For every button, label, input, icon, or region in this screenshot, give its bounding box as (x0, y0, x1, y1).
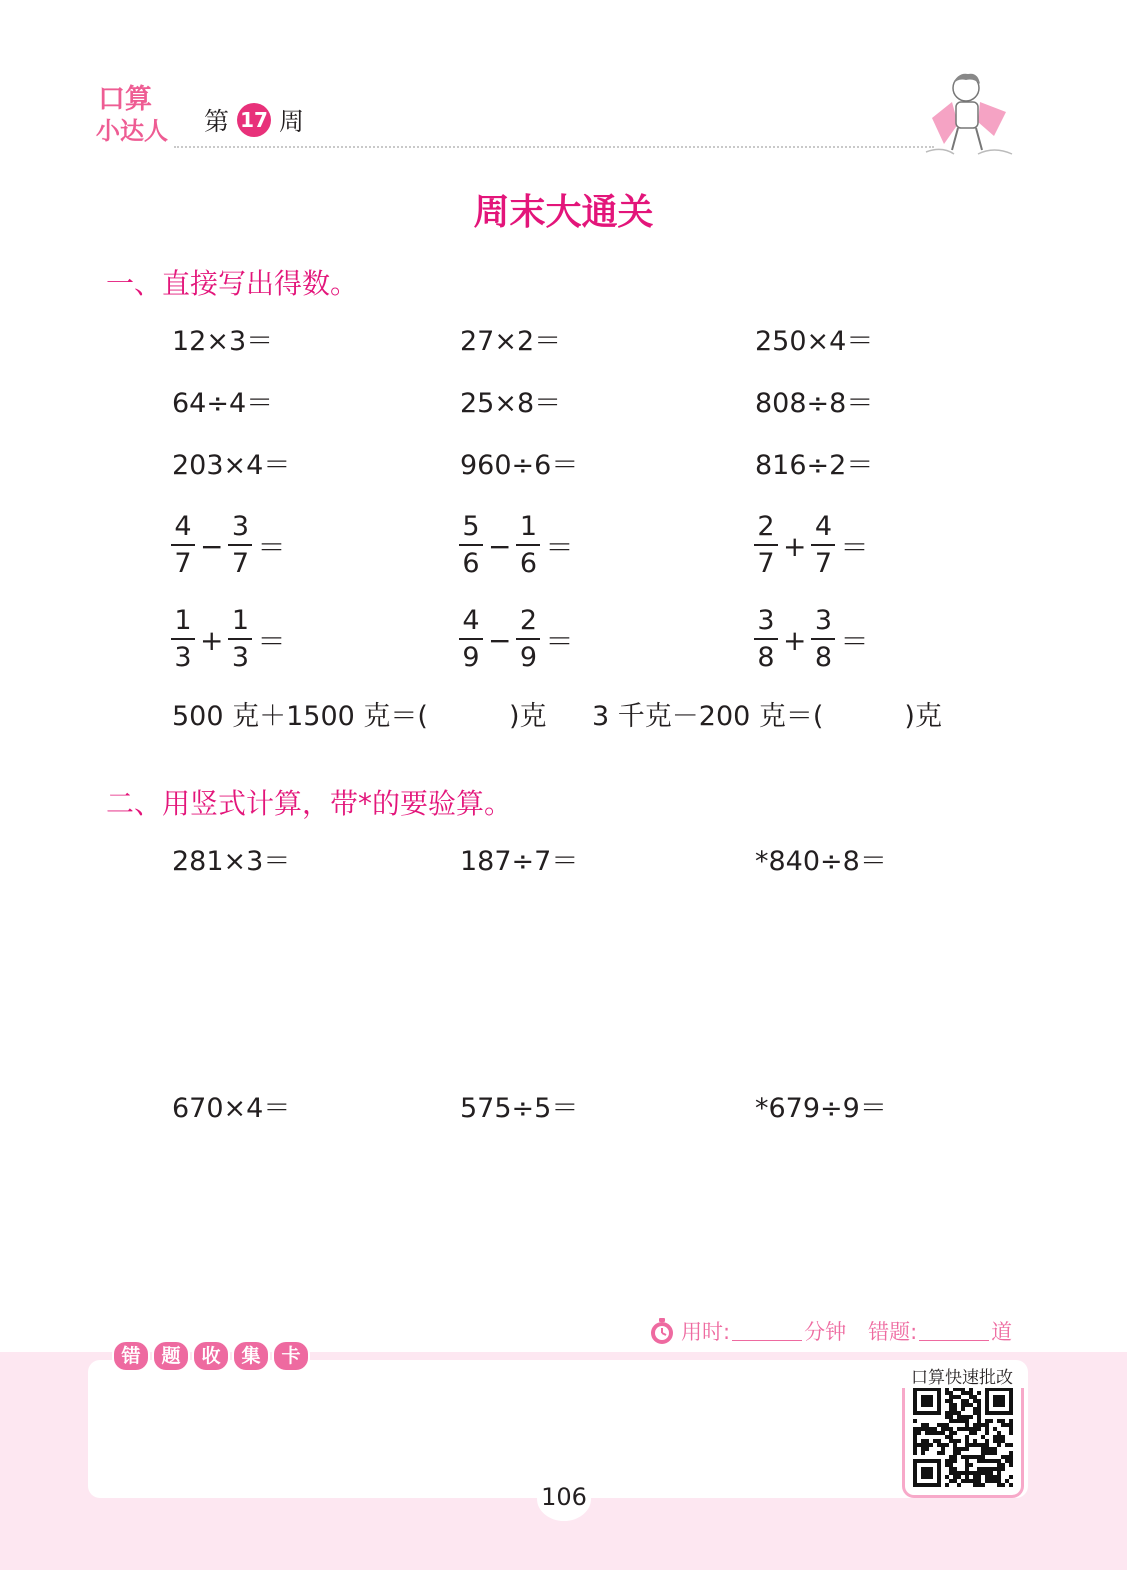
problem: 250×4＝ (755, 326, 874, 357)
numerator: 3 (231, 511, 250, 542)
numerator: 1 (519, 511, 538, 542)
logo-line1: 口算 (98, 84, 152, 115)
denominator: 9 (519, 642, 538, 673)
numerator: 1 (174, 605, 192, 636)
problem: 960÷6＝ (460, 450, 579, 481)
denominator: 3 (231, 642, 250, 673)
time-label: 用时: (681, 1320, 731, 1344)
fraction (227, 510, 253, 582)
problem: 281×3＝ (172, 846, 291, 877)
numerator: 4 (174, 511, 192, 542)
problem: *840÷8＝ (755, 846, 887, 877)
week-label (204, 102, 304, 138)
time-unit: 分钟 (804, 1320, 847, 1344)
fraction-problem (458, 604, 577, 676)
card-label-char: 卡 (272, 1340, 310, 1372)
equals-sign: ＝ (257, 531, 286, 564)
denominator: 7 (174, 548, 192, 579)
card-label-char: 错 (112, 1340, 150, 1372)
logo-line2: 小达人 (96, 117, 168, 145)
denominator: 8 (814, 642, 833, 673)
fraction (515, 604, 541, 676)
problem: 64÷4＝ (172, 388, 274, 419)
fraction-problem (170, 604, 289, 676)
card-label-char: 集 (232, 1340, 270, 1372)
numerator: 3 (814, 605, 833, 636)
problem: 27×2＝ (460, 326, 562, 357)
fraction-problem (753, 604, 872, 676)
problem: 12×3＝ (172, 326, 274, 357)
page-number: 106 (537, 1477, 591, 1521)
header-divider (174, 146, 934, 148)
denominator: 9 (462, 642, 480, 673)
denominator: 7 (814, 548, 833, 579)
fraction (170, 510, 196, 582)
error-card-label (112, 1340, 312, 1370)
card-label-char: 题 (152, 1340, 190, 1372)
problem: 25×8＝ (460, 388, 562, 419)
numerator: 4 (814, 511, 833, 542)
fraction-problem (753, 510, 872, 582)
fraction (227, 604, 253, 676)
operator: − (200, 529, 224, 563)
operator: + (200, 623, 224, 657)
fraction (458, 510, 484, 582)
problem: 575÷5＝ (460, 1093, 579, 1124)
fraction (515, 510, 541, 582)
unit-problem: 3 千克－200 克＝( )克 (592, 701, 942, 732)
numerator: 5 (462, 511, 480, 542)
problem: 670×4＝ (172, 1093, 291, 1124)
fraction (458, 604, 484, 676)
errors-unit: 道 (991, 1320, 1013, 1344)
numerator: 2 (519, 605, 538, 636)
operator: + (783, 529, 807, 563)
operator: − (488, 623, 512, 657)
superhero-illustration (922, 66, 1016, 160)
problem: *679÷9＝ (755, 1093, 887, 1124)
problem: 816÷2＝ (755, 450, 874, 481)
numerator: 3 (757, 605, 775, 636)
equals-sign: ＝ (545, 625, 574, 658)
problem: 187÷7＝ (460, 846, 579, 877)
section2-heading: 二、用竖式计算，带*的要验算。 (106, 787, 513, 820)
fraction (753, 604, 779, 676)
denominator: 6 (462, 548, 480, 579)
fraction (753, 510, 779, 582)
time-blank[interactable] (732, 1322, 802, 1341)
week-prefix: 第 (204, 107, 230, 136)
denominator: 7 (757, 548, 775, 579)
unit-problem: 500 克＋1500 克＝( )克 (172, 701, 547, 732)
equals-sign: ＝ (545, 531, 574, 564)
problem: 203×4＝ (172, 450, 291, 481)
qr-code-frame (902, 1374, 1024, 1498)
problem: 808÷8＝ (755, 388, 874, 419)
week-suffix: 周 (279, 107, 305, 136)
errors-label: 错题: (868, 1320, 918, 1344)
equals-sign: ＝ (840, 531, 869, 564)
fraction (810, 604, 836, 676)
fraction-problem (170, 510, 289, 582)
card-label-char: 收 (192, 1340, 230, 1372)
errors-blank[interactable] (919, 1322, 989, 1341)
fraction (170, 604, 196, 676)
logo (94, 84, 180, 154)
time-record (648, 1316, 1012, 1346)
denominator: 6 (519, 548, 538, 579)
fraction (810, 510, 836, 582)
fraction-problem (458, 510, 577, 582)
section1-heading: 一、直接写出得数。 (106, 267, 359, 300)
operator: − (488, 529, 512, 563)
operator: + (783, 623, 807, 657)
denominator: 3 (174, 642, 192, 673)
equals-sign: ＝ (840, 625, 869, 658)
numerator: 1 (231, 605, 250, 636)
qr-code[interactable] (913, 1387, 1013, 1487)
denominator: 7 (231, 548, 250, 579)
stopwatch-icon (648, 1317, 676, 1345)
numerator: 2 (757, 511, 775, 542)
qr-label: 口算快速批改 (900, 1363, 1024, 1388)
numerator: 4 (462, 605, 480, 636)
week-number-badge: 17 (237, 103, 271, 137)
page-title: 周末大通关 (473, 192, 654, 233)
equals-sign: ＝ (257, 625, 286, 658)
denominator: 8 (757, 642, 775, 673)
